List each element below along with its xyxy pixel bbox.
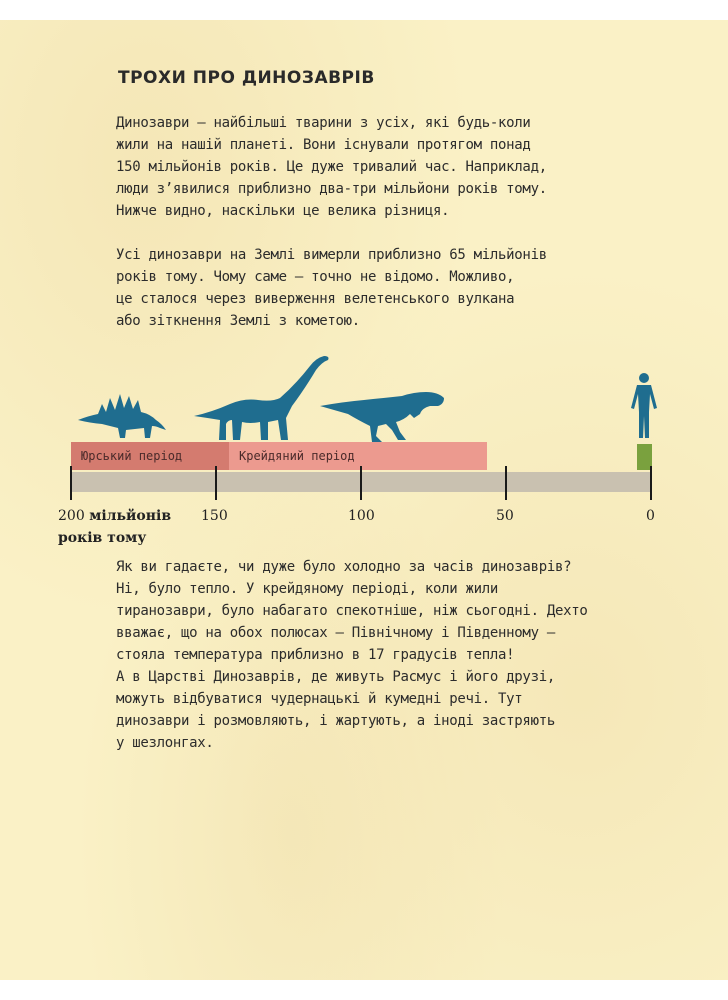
text-line: А в Царстві Динозаврів, де живуть Расмус і його друзі, [116, 669, 555, 685]
text-line: динозаври і розмовляють, і жартують, а іноді застряють [116, 713, 555, 729]
text-line: років тому. Чому саме — точно не відомо. Можливо, [116, 269, 515, 285]
tick-200 [70, 466, 72, 500]
text-line: Нижче видно, наскільки це велика різниця. [116, 203, 450, 219]
human-icon [627, 372, 661, 440]
tick-100 [360, 466, 362, 500]
text-line: це сталося через виверження велетенського вулкана [116, 291, 515, 307]
text-line: Як ви гадаєте, чи дуже було холодно за часів динозаврів? [116, 559, 572, 575]
text-line: 150 мільйонів років. Це дуже тривалий час. Наприклад, [116, 159, 547, 175]
text-line: у шезлонгах. [116, 735, 214, 751]
stegosaurus-icon [76, 390, 168, 440]
text-line: Ні, було тепло. У крейдяному періоді, коли жили [116, 581, 499, 597]
text-line: стояла температура приблизно в 17 градусів тепла! [116, 647, 515, 663]
tick-label-200: 200 мільйонів [58, 508, 172, 524]
tick-0 [650, 466, 652, 500]
text-line: жили на нашій планеті. Вони існували протягом понад [116, 137, 531, 153]
text-line: можуть відбуватися чудернацькі й кумедні речі. Тут [116, 691, 523, 707]
page-bottom-margin [0, 980, 728, 1000]
tick-50 [505, 466, 507, 500]
text-line: вважає, що на обох полюсах — Північному і Південному — [116, 625, 555, 641]
extinction-paragraph [116, 244, 547, 332]
tick-label-50: 50 [496, 508, 514, 524]
brachiosaurus-icon [192, 354, 332, 442]
page-title: ТРОХИ ПРО ДИНОЗАВРІВ [118, 68, 375, 88]
text-line: люди з’явилися приблизно два-три мільйони років тому. [116, 181, 547, 197]
dinosaur-timeline [0, 340, 728, 570]
jurassic-period-bar: Юрський період [71, 442, 229, 470]
cretaceous-period-bar: Крейдяний період [229, 442, 487, 470]
tick-label-unit: років тому [58, 530, 147, 546]
tick-label-150: 150 [201, 508, 228, 524]
text-line: Динозаври — найбільші тварини з усіх, які будь-коли [116, 115, 531, 131]
climate-paragraph [116, 556, 587, 754]
text-line: або зіткнення Землі з кометою. [116, 313, 360, 329]
text-line: Усі динозаври на Землі вимерли приблизно 65 мільйонів [116, 247, 547, 263]
intro-paragraph [116, 112, 547, 222]
tyrannosaurus-icon [318, 388, 446, 444]
tick-label-100: 100 [348, 508, 375, 524]
tick-150 [215, 466, 217, 500]
text-line: тиранозаври, було набагато спекотніше, ніж сьогодні. Дехто [116, 603, 588, 619]
tick-label-0: 0 [646, 508, 655, 524]
